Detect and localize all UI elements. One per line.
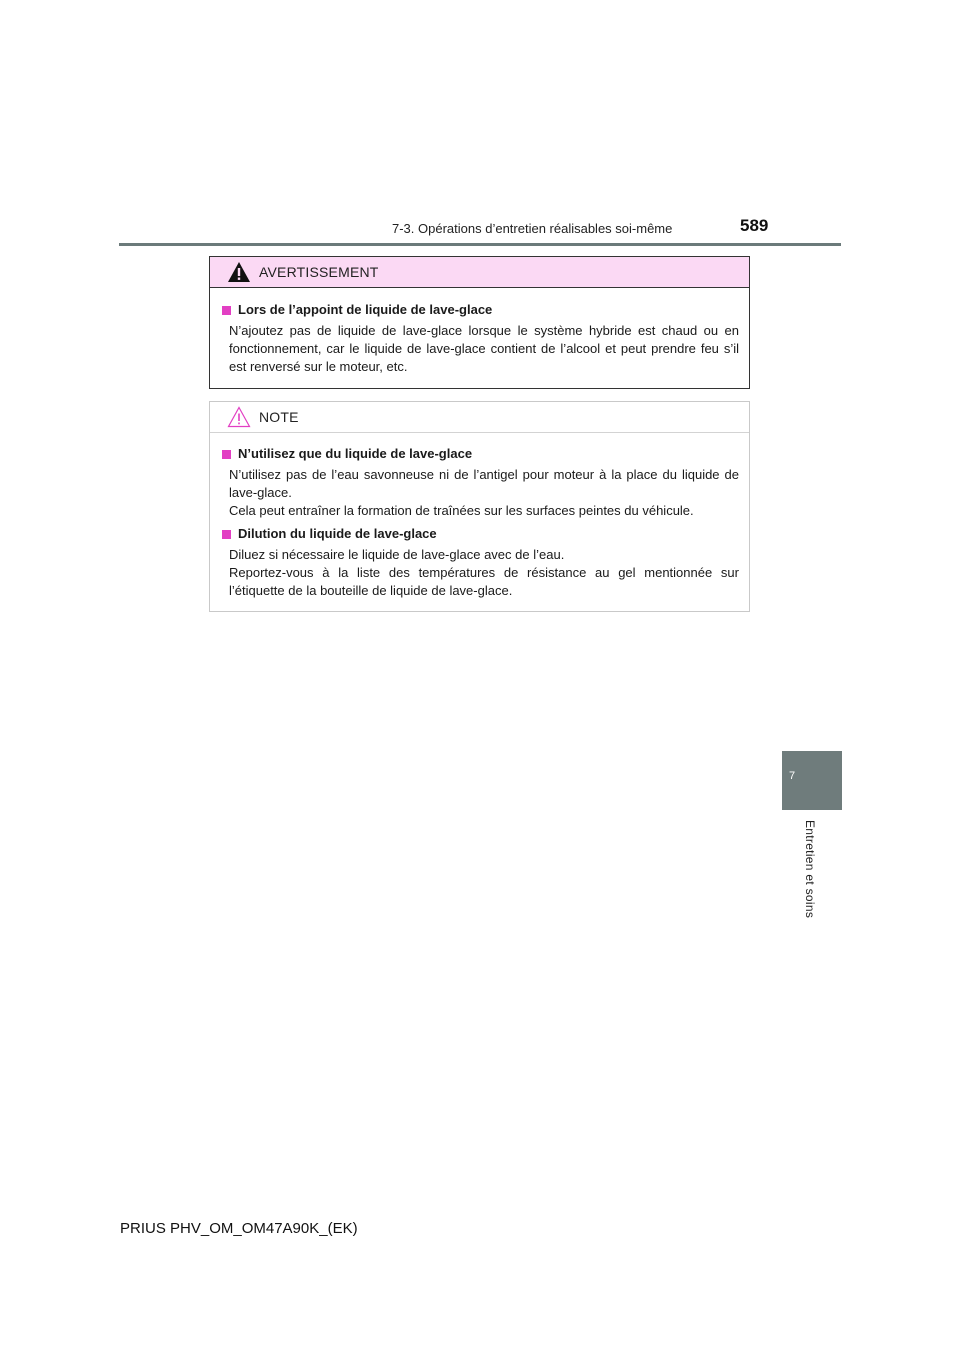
document-code: PRIUS PHV_OM_OM47A90K_(EK): [120, 1220, 358, 1237]
square-bullet-icon: [222, 450, 231, 459]
page-number: 589: [740, 216, 769, 235]
note-header: [210, 402, 749, 433]
warning-box: [209, 256, 750, 389]
chapter-label: Entretien et soins: [803, 820, 817, 919]
note-item-title: Dilution du liquide de lave-glace: [222, 525, 739, 543]
warning-header: [210, 257, 749, 288]
note-item-text: Diluez si nécessaire le liquide de lave-glace avec de l’eau.: [229, 547, 565, 562]
note-box: [209, 401, 750, 612]
note-item-title: N’utilisez que du liquide de lave-glace: [222, 445, 739, 463]
warning-item-title: Lors de l’appoint de liquide de lave-glace: [222, 301, 739, 319]
header-divider: [119, 243, 841, 246]
warning-title: AVERTISSEMENT: [259, 264, 379, 280]
warning-triangle-icon: [227, 261, 251, 283]
square-bullet-icon: [222, 530, 231, 539]
warning-item-text: N’ajoutez pas de liquide de lave-glace lorsque le système hybride est chaud ou en fonctionnement, car le liquide de lave-glace contient de l’alcool et peut prendre feu s’il est renversé sur le moteur, etc.: [229, 323, 739, 374]
note-item-text: N’utilisez pas de l’eau savonneuse ni de l’antigel pour moteur à la place du liquide de lave-glace.: [229, 467, 739, 500]
chapter-number: 7: [789, 770, 796, 782]
note-item-text: Reportez-vous à la liste des températures de résistance au gel mentionnée sur l’étiquette de la bouteille de liquide de lave-glace.: [229, 565, 739, 598]
note-item-text: Cela peut entraîner la formation de traînées sur les surfaces peintes du véhicule.: [229, 503, 694, 518]
note-title: NOTE: [259, 409, 299, 425]
section-header: 7-3. Opérations d’entretien réalisables soi-même: [392, 221, 673, 236]
caution-outline-icon: [227, 406, 251, 428]
square-bullet-icon: [222, 306, 231, 315]
